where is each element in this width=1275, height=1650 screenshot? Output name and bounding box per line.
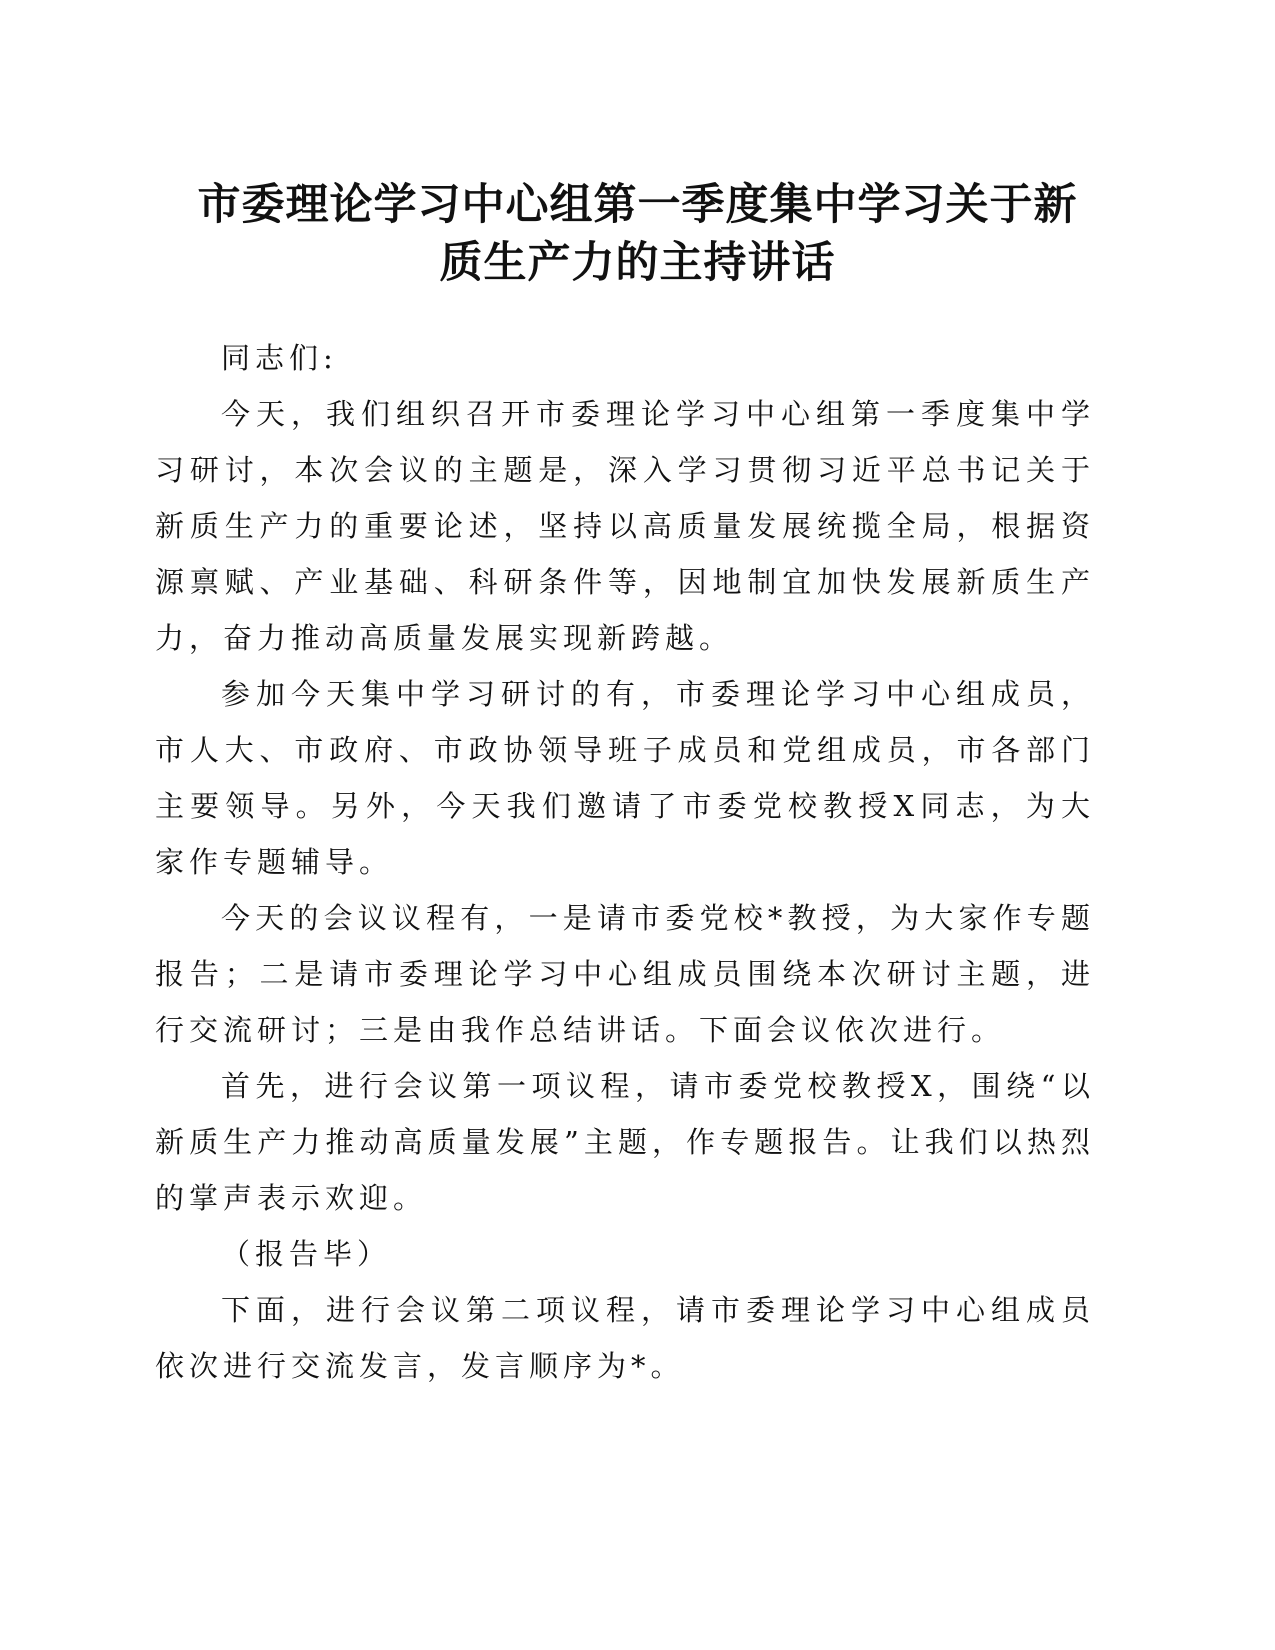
- body-paragraph: 参加今天集中学习研讨的有，市委理论学习中心组成员，市人大、市政府、市政协领导班子成员和党组成员，市各部门主要领导。另外，今天我们邀请了市委党校教授X同志，为大家作专题辅导。: [155, 677, 1095, 879]
- document-body: [155, 330, 1095, 1394]
- title-line-1: 市委理论学习中心组第一季度集中学习关于新: [197, 180, 1078, 230]
- body-paragraph: （报告毕）: [221, 1237, 392, 1271]
- document-title: [150, 176, 1125, 292]
- body-paragraph: 首先，进行会议第一项议程，请市委党校教授X，围绕“以新质生产力推动高质量发展”主题，作专题报告。让我们以热烈的掌声表示欢迎。: [155, 1069, 1095, 1215]
- body-paragraph: 今天的会议议程有，一是请市委党校*教授，为大家作专题报告；二是请市委理论学习中心组成员围绕本次研讨主题，进行交流研讨；三是由我作总结讲话。下面会议依次进行。: [155, 901, 1095, 1047]
- title-line-2: 质生产力的主持讲话: [439, 238, 836, 288]
- body-paragraph: 下面，进行会议第二项议程，请市委理论学习中心组成员依次进行交流发言，发言顺序为*。: [155, 1293, 1095, 1383]
- greeting-paragraph: 同志们:: [221, 341, 338, 375]
- body-paragraph: 今天，我们组织召开市委理论学习中心组第一季度集中学习研讨，本次会议的主题是，深入学习贯彻习近平总书记关于新质生产力的重要论述，坚持以高质量发展统揽全局，根据资源禀赋、产业基础、科研条件等，因地制宜加快发展新质生产力，奋力推动高质量发展实现新跨越。: [155, 397, 1095, 655]
